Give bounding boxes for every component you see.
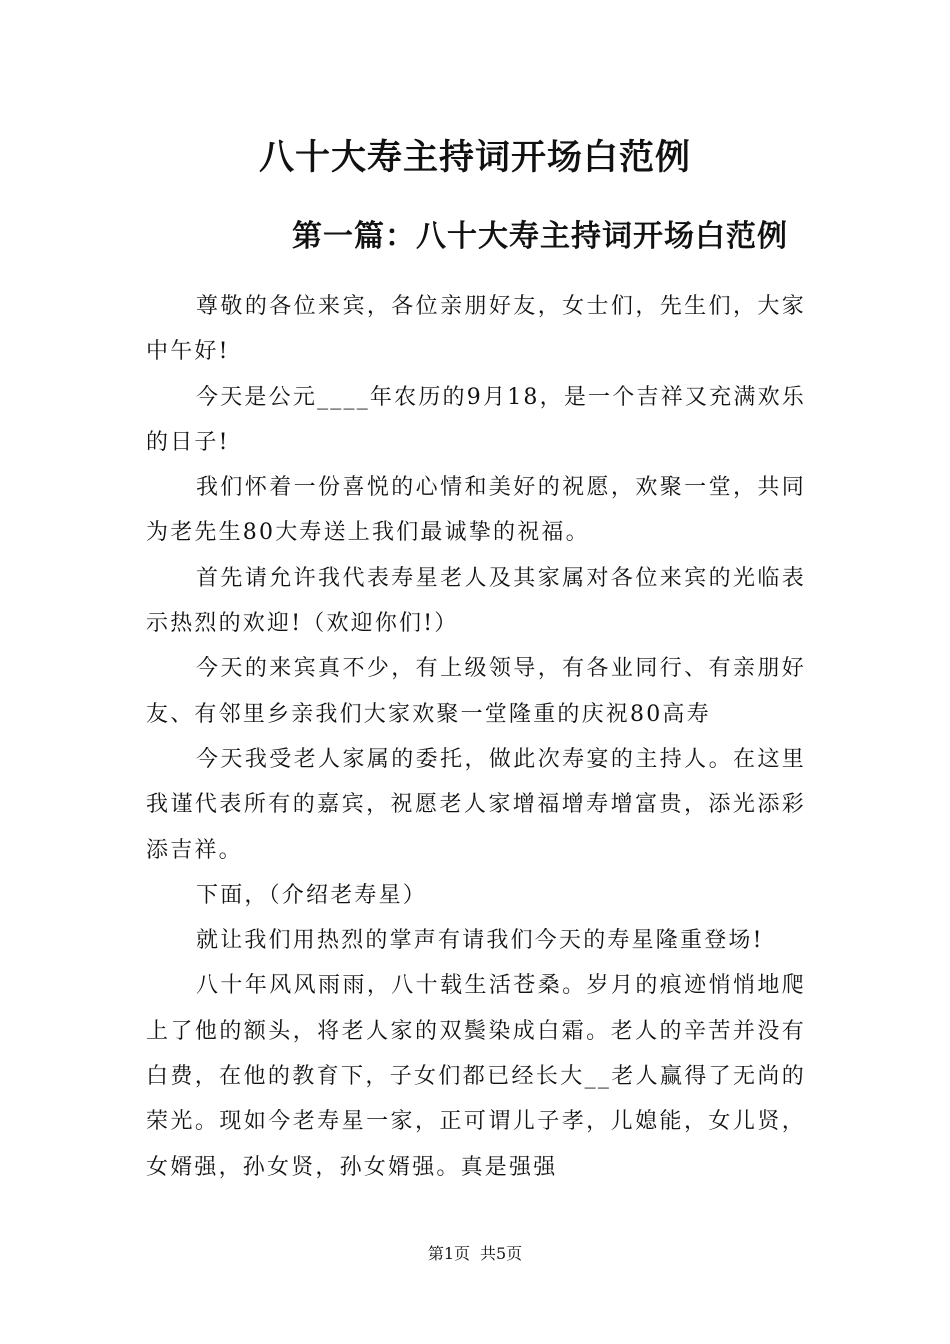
paragraph-welcome: 首先请允许我代表寿星老人及其家属对各位来宾的光临表示热烈的欢迎!（欢迎你们!） (146, 565, 806, 637)
page-total: 共5页 (480, 1244, 523, 1263)
paragraph-life: 八十年风风雨雨，八十载生活苍桑。岁月的痕迹悄悄地爬上了他的额头，将老人家的双鬓染成白霜。老人的辛苦并没有白费，在他的教育下，子女们都已经长大__老人赢得了无尚的荣光。现如今老寿星一家，正可谓儿子孝，儿媳能，女儿贤，女婿强，孙女贤，孙女婿强。真是强强 (146, 973, 806, 1180)
page-footer (0, 1243, 950, 1265)
paragraph-wishes: 我们怀着一份喜悦的心情和美好的祝愿，欢聚一堂，共同为老先生80大寿送上我们最诚挚的祝福。 (146, 475, 806, 546)
paragraph-introduce: 下面，（介绍老寿星） (196, 882, 428, 908)
paragraph-host: 今天我受老人家属的委托，做此次寿宴的主持人。在这里我谨代表所有的嘉宾，祝愿老人家增福增寿增富贵，添光添彩添吉祥。 (146, 746, 806, 863)
paragraph-applause: 就让我们用热烈的掌声有请我们今天的寿星隆重登场! (196, 928, 764, 954)
document-title: 八十大寿主持词开场白范例 (258, 137, 691, 178)
paragraph-guests: 今天的来宾真不少，有上级领导，有各业同行、有亲朋好友、有邻里乡亲我们大家欢聚一堂隆重的庆祝80高寿 (146, 656, 806, 727)
page-number: 第1页 (427, 1244, 470, 1263)
paragraph-date: 今天是公元____年农历的9月18，是一个吉祥又充满欢乐的日子! (146, 384, 806, 455)
document-body (146, 284, 806, 1190)
chapter-title: 第一篇：八十大寿主持词开场白范例 (292, 219, 788, 254)
paragraph-greeting: 尊敬的各位来宾，各位亲朋好友，女士们，先生们，大家中午好! (146, 294, 806, 365)
